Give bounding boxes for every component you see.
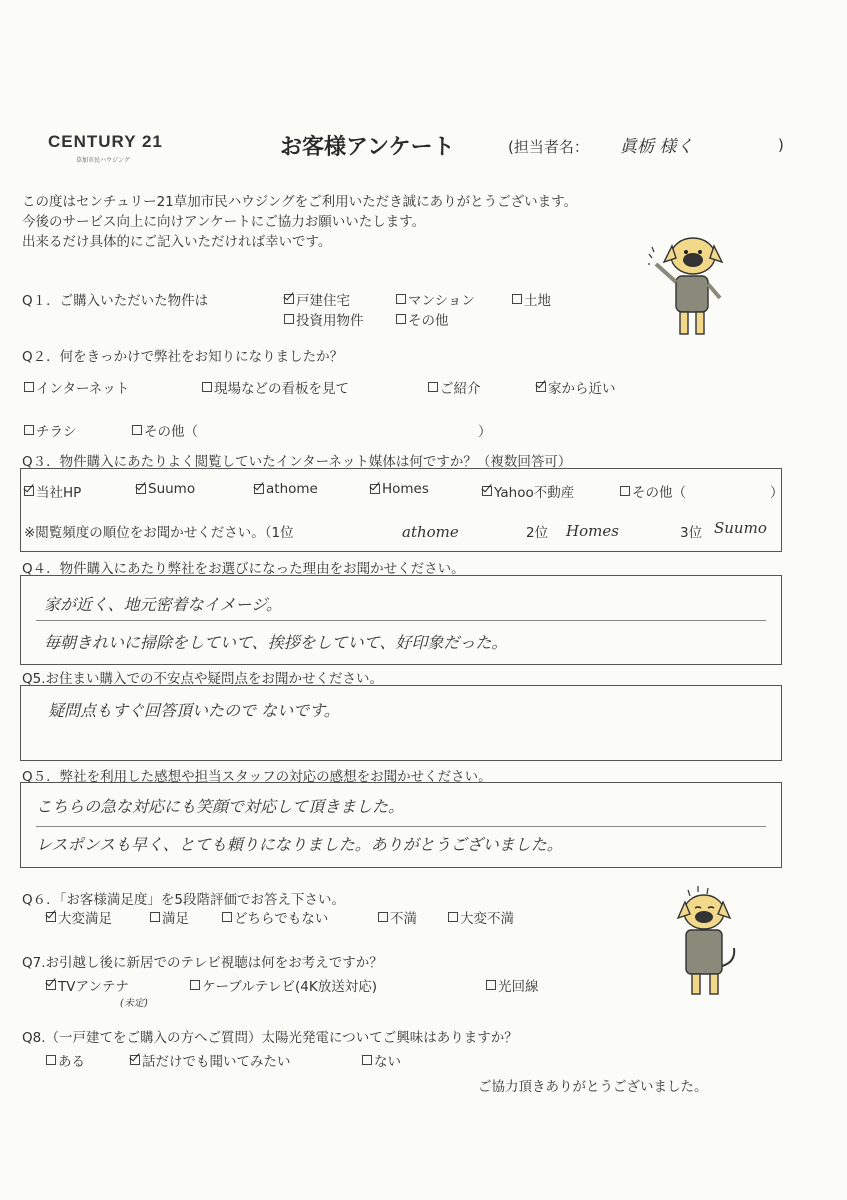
q2-checkbox-signboard[interactable]	[202, 382, 212, 392]
q3-checkbox-other[interactable]	[620, 486, 630, 496]
q3-option-label: Suumo	[148, 481, 196, 497]
q1-option-investment[interactable]	[284, 309, 364, 329]
q3-option-label: Yahoo不動産	[494, 485, 575, 501]
q6-checkbox-neutral[interactable]	[222, 912, 232, 922]
q3-option-label: 当社HP	[36, 485, 82, 501]
q2-option-label: ご紹介	[440, 381, 481, 397]
closing-message: ご協力頂きありがとうございました。	[478, 1079, 708, 1095]
q8-option-label: 話だけでも聞いてみたい	[142, 1054, 291, 1070]
q2-checkbox-internet[interactable]	[24, 382, 34, 392]
q1-option-land[interactable]	[512, 289, 551, 309]
q1-checkbox-detached-house[interactable]	[284, 294, 294, 304]
q1-option-label: マンション	[408, 293, 475, 309]
q3-checkbox-company-hp[interactable]	[24, 486, 34, 496]
intro-line-1: この度はセンチュリー21草加市民ハウジングをご利用いただき誠にありがとうございます。	[22, 194, 578, 210]
q5a-answer: 疑問点もすぐ回答頂いたので ないです。	[48, 701, 340, 720]
q2-option-label: インターネット	[36, 381, 130, 397]
intro-line-3: 出来るだけ具体的にご記入いただければ幸いです。	[22, 234, 332, 250]
q4-label: Q４．物件購入にあたり弊社をお選びになった理由をお聞かせください。	[22, 561, 465, 577]
q7-label: Q7.お引越し後に新居でのテレビ視聴は何をお考えですか？	[22, 955, 383, 971]
q8-option-label: ある	[58, 1054, 85, 1070]
q2-checkbox-other[interactable]	[132, 425, 142, 435]
q1-option-label: 戸建住宅	[296, 293, 350, 309]
intro-line-2: 今後のサービス向上に向けアンケートにご協力お願いいたします。	[22, 214, 426, 230]
q2-option-internet[interactable]	[24, 377, 129, 397]
q6-option-satisfied[interactable]	[150, 907, 189, 927]
q3-rank-1-value[interactable]: athome	[402, 523, 459, 541]
q6-label: Q６．「お客様満足度」を5段階評価でお答え下さい。	[22, 892, 345, 908]
q6-option-label: 大変不満	[460, 911, 514, 927]
q5b-divider	[36, 826, 766, 827]
q3-option-yahoo[interactable]	[482, 481, 574, 501]
q1-checkbox-other[interactable]	[396, 314, 406, 324]
q6-option-label: 不満	[390, 911, 417, 927]
q6-option-label: 大変満足	[58, 911, 112, 927]
q8-option-no[interactable]	[362, 1050, 401, 1070]
q5a-answer-box[interactable]	[20, 685, 782, 761]
staff-name: 眞栃 様く	[620, 137, 694, 157]
staff-close: )	[778, 136, 784, 154]
q2-checkbox-referral[interactable]	[428, 382, 438, 392]
staff-label: (担当者名：	[508, 138, 589, 156]
q4-answer-line-1: 家が近く、地元密着なイメージ。	[44, 595, 282, 614]
q6-checkbox-very-satisfied[interactable]	[46, 912, 56, 922]
q6-checkbox-very-dissatisfied[interactable]	[448, 912, 458, 922]
q2-option-label: 現場などの看板を見て	[214, 381, 349, 397]
q2-option-label: その他（	[144, 424, 198, 440]
q1-checkbox-land[interactable]	[512, 294, 522, 304]
q7-option-label: 光回線	[498, 979, 539, 995]
q7-checkbox-tv-antenna[interactable]	[46, 980, 56, 990]
q8-option-yes[interactable]	[46, 1050, 85, 1070]
q5b-answer-line-2: レスポンスも早く、とても頼りになりました。ありがとうございました。	[36, 835, 563, 854]
q3-option-company-hp[interactable]	[24, 481, 81, 501]
q7-option-tv-antenna[interactable]	[46, 975, 129, 995]
q6-option-very-satisfied[interactable]	[46, 907, 112, 927]
q2-checkbox-near-home[interactable]	[536, 382, 546, 392]
q8-option-label: ない	[374, 1054, 401, 1070]
q6-checkbox-dissatisfied[interactable]	[378, 912, 388, 922]
q7-option-fiber[interactable]	[486, 975, 539, 995]
q1-option-detached-house[interactable]	[284, 289, 350, 309]
q7-option-cable-tv[interactable]	[190, 975, 377, 995]
q8-label: Q8.（一戸建てをご購入の方へご質問）太陽光発電についてご興味はありますか？	[22, 1030, 518, 1046]
q5b-answer-line-1: こちらの急な対応にも笑顔で対応して頂きました。	[36, 797, 405, 816]
q6-option-label: 満足	[162, 911, 189, 927]
q6-option-very-dissatisfied[interactable]	[448, 907, 514, 927]
q2-option-label: チラシ	[36, 424, 77, 440]
page-title: お客様アンケート	[280, 135, 455, 160]
q2-other-close: ）	[478, 424, 492, 440]
q5b-label: Q５．弊社を利用した感想や担当スタッフの対応の感想をお聞かせください。	[22, 769, 492, 785]
q1-label: Q１．ご購入いただいた物件は	[22, 293, 209, 309]
q3-rank-2-value[interactable]: Homes	[566, 522, 619, 540]
q6-checkbox-satisfied[interactable]	[150, 912, 160, 922]
q3-other-close: ）	[770, 485, 784, 501]
q6-option-label: どちらでもない	[234, 911, 329, 927]
logo-subtitle: 草加市民ハウジング	[76, 157, 130, 164]
q1-option-other[interactable]	[396, 309, 449, 329]
q3-rank-3-label: 3位	[680, 525, 703, 541]
q3-rank-3-value[interactable]: Suumo	[714, 519, 767, 537]
q4-divider	[36, 620, 766, 621]
q3-checkbox-homes[interactable]	[370, 484, 380, 494]
q1-option-label: 投資用物件	[296, 313, 364, 329]
q6-option-neutral[interactable]	[222, 907, 328, 927]
q3-checkbox-athome[interactable]	[254, 484, 264, 494]
q1-option-condo[interactable]	[396, 289, 475, 309]
q7-checkbox-cable-tv[interactable]	[190, 980, 200, 990]
q3-option-athome[interactable]	[254, 481, 318, 497]
q3-checkbox-suumo[interactable]	[136, 484, 146, 494]
q1-option-label: その他	[408, 313, 449, 329]
q2-option-signboard[interactable]	[202, 377, 349, 397]
q3-option-suumo[interactable]	[136, 481, 195, 497]
q7-option-label: TVアンテナ	[58, 979, 129, 995]
logo: CENTURY 21	[48, 132, 163, 151]
q2-option-flyer[interactable]	[24, 420, 77, 440]
q8-checkbox-want-to-hear[interactable]	[130, 1055, 140, 1065]
q3-option-label: その他（	[632, 485, 686, 501]
q4-answer-line-2: 毎朝きれいに掃除をしていて、挨拶をしていて、好印象だった。	[44, 633, 508, 652]
q7-handwritten-note: (未定)	[120, 998, 148, 1009]
q1-option-label: 土地	[524, 293, 551, 309]
q2-option-referral[interactable]	[428, 377, 481, 397]
q7-option-label: ケーブルテレビ(4K放送対応)	[202, 979, 377, 995]
q1-checkbox-condo[interactable]	[396, 294, 406, 304]
q2-option-near-home[interactable]	[536, 377, 616, 397]
q2-option-label: 家から近い	[548, 381, 616, 397]
q5a-label: Q5.お住まい購入での不安点や疑問点をお聞かせください。	[22, 671, 384, 687]
q3-rank-label: ※閲覧頻度の順位をお聞かせください。（1位	[24, 525, 294, 541]
q3-option-homes[interactable]	[370, 481, 429, 497]
q3-option-label: athome	[266, 481, 318, 497]
q3-label: Q３．物件購入にあたりよく閲覧していたインターネット媒体は何ですか？（複数回答可）	[22, 454, 572, 470]
q6-option-dissatisfied[interactable]	[378, 907, 417, 927]
q8-option-want-to-hear[interactable]	[130, 1050, 291, 1070]
q3-option-other[interactable]	[620, 481, 686, 501]
q2-checkbox-flyer[interactable]	[24, 425, 34, 435]
q8-checkbox-no[interactable]	[362, 1055, 372, 1065]
q7-checkbox-fiber[interactable]	[486, 980, 496, 990]
q3-rank-2-label: 2位	[526, 525, 549, 541]
mascot-dog-bowing-icon	[668, 886, 742, 998]
q3-option-label: Homes	[382, 481, 429, 497]
q8-checkbox-yes[interactable]	[46, 1055, 56, 1065]
mascot-dog-pointing-icon	[648, 232, 738, 340]
q1-checkbox-investment[interactable]	[284, 314, 294, 324]
q3-checkbox-yahoo[interactable]	[482, 486, 492, 496]
q2-option-other[interactable]	[132, 420, 198, 440]
q2-label: Q２．何をきっかけで弊社をお知りになりましたか？	[22, 349, 344, 365]
